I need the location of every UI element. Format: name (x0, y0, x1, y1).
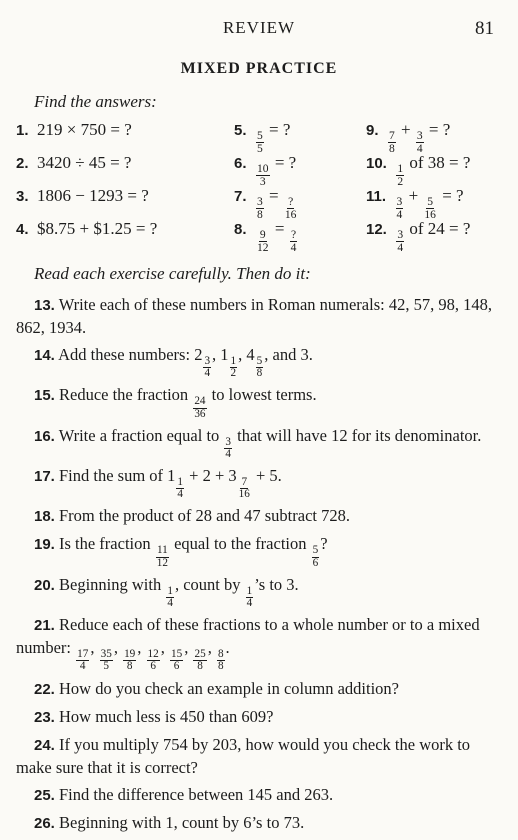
text-run: + (396, 120, 415, 139)
fraction-denominator: 16 (284, 207, 297, 221)
problem-number: 13. (34, 297, 55, 314)
mixed-whole: 2 (194, 345, 203, 364)
problem-item (16, 465, 506, 500)
text-run: equal to the fraction (169, 534, 311, 554)
text-run: ’s to 3. (254, 574, 299, 594)
exercise-expression: $8.75 + $1.25 = ? (37, 219, 158, 238)
exercise-number: 11. (366, 188, 387, 205)
text-run: that will have 12 for its denominator. (233, 425, 482, 445)
text-run: Beginning with (58, 574, 166, 594)
fraction-numerator: 3 (396, 195, 403, 209)
text-run: ? (320, 534, 328, 554)
text-run: = ? (270, 153, 297, 172)
problem-item (16, 344, 506, 379)
fraction (246, 586, 254, 609)
text-run: Find the sum of (58, 466, 168, 486)
text-run: , (238, 345, 247, 364)
fraction-numerator: ? (290, 228, 297, 242)
fraction-numerator: 7 (241, 476, 248, 488)
text-run: , (113, 638, 123, 658)
problem-number: 21. (34, 617, 55, 635)
section-title: MIXED PRACTICE (180, 60, 338, 77)
mixed-number (228, 466, 251, 501)
text-run: Is the fraction (58, 534, 155, 554)
fraction-denominator: 4 (397, 240, 404, 254)
fraction-denominator: 4 (246, 596, 253, 609)
fraction (230, 356, 238, 379)
mixed-number (167, 466, 185, 501)
problem-number: 15. (34, 387, 55, 405)
problem-number: 24. (34, 736, 55, 754)
text-run: Write each of these numbers in Roman numerals: 42, 57, 98, 148, 862, 1934. (16, 295, 492, 337)
exercise-row (16, 219, 506, 252)
mixed-whole: 1 (220, 345, 229, 364)
exercise-item (234, 120, 290, 154)
fraction-denominator: 8 (197, 660, 203, 673)
exercise-number: 2. (16, 155, 29, 172)
fraction-numerator: 3 (397, 228, 404, 242)
text-run: = ? (424, 120, 451, 139)
fraction-numerator: 3 (225, 435, 232, 448)
exercise-item (366, 120, 450, 154)
fraction-numerator: 3 (416, 129, 423, 143)
fraction-denominator: 5 (103, 660, 109, 673)
text-run: Beginning with 1, count by 6’s to 73. (58, 812, 305, 832)
problem-item (16, 425, 506, 460)
problem-number: 26. (34, 814, 55, 832)
text-run: Find the difference between 145 and 263. (58, 784, 334, 804)
fraction-denominator: 6 (150, 660, 156, 673)
fraction-denominator: 4 (204, 367, 211, 380)
fraction-numerator: 8 (217, 648, 224, 661)
exercise-number: 8. (234, 221, 247, 238)
fraction (100, 649, 113, 672)
fraction-numerator: 1 (397, 162, 404, 176)
exercise-number: 12. (366, 221, 387, 238)
text-run: + 2 + (185, 466, 229, 486)
problem-item (16, 384, 506, 419)
exercise-row (16, 153, 506, 186)
mixed-number (246, 345, 264, 380)
fraction-numerator: 3 (257, 195, 263, 209)
exercise-item (366, 186, 464, 220)
fraction-denominator: 4 (167, 596, 173, 609)
text-run: to lowest terms. (207, 385, 317, 405)
problem-number: 23. (34, 708, 55, 726)
text-run: . (225, 638, 230, 658)
text-run: , (212, 345, 221, 364)
fraction (416, 130, 424, 154)
fraction (388, 130, 396, 154)
text-run: Reduce each of these fractions to a whole number or to a mixed number: (16, 615, 480, 658)
problem-list (16, 294, 506, 840)
fraction-numerator: 5 (312, 544, 319, 557)
fraction-denominator: 8 (217, 660, 224, 673)
problem-item (16, 784, 506, 807)
mixed-number (194, 345, 212, 380)
fraction-denominator: 4 (416, 141, 423, 155)
exercise-item (234, 153, 296, 187)
exercise-number: 9. (366, 122, 379, 139)
page-number: 81 (475, 18, 494, 39)
fraction (156, 545, 169, 568)
text-run: , (90, 638, 99, 658)
fraction (284, 196, 298, 220)
mixed-whole: 4 (246, 345, 255, 364)
problem-item (16, 678, 506, 701)
exercise-item (16, 153, 131, 173)
text-run: = (264, 186, 283, 205)
problem-number: 20. (34, 576, 55, 594)
mixed-whole: 1 (167, 466, 176, 486)
fraction-denominator: 6 (312, 556, 319, 569)
fraction (396, 163, 404, 187)
fraction (256, 196, 264, 220)
problem-number: 18. (34, 508, 55, 526)
text-run: , (160, 638, 169, 658)
fraction (312, 545, 320, 568)
fraction-denominator: 2 (397, 174, 404, 188)
fraction-numerator: 3 (204, 354, 211, 367)
fraction-denominator: 2 (230, 367, 237, 380)
exercise-row (16, 186, 506, 219)
exercise-number: 3. (16, 188, 29, 205)
exercise-expression: 219 × 750 = ? (37, 120, 132, 139)
fraction (256, 229, 270, 253)
fraction-numerator: 10 (257, 162, 269, 176)
fraction-denominator: 4 (79, 660, 86, 673)
text-run: , count by (174, 574, 245, 594)
fraction-denominator: 8 (126, 660, 133, 673)
text-run: , (137, 638, 146, 658)
exercise-item (366, 219, 470, 253)
fraction-denominator: 16 (238, 488, 250, 501)
problem-number: 16. (34, 427, 55, 445)
text-run: + (404, 186, 423, 205)
text-run: , (184, 638, 193, 658)
instruction-read-exercise: Read each exercise carefully. Then do it: (34, 264, 311, 283)
problem-item (16, 533, 506, 568)
fraction-denominator: 4 (396, 207, 403, 221)
fraction (256, 163, 270, 187)
fraction-numerator: 5 (257, 129, 263, 143)
text-run: , and 3. (264, 345, 313, 364)
fraction-numerator: 19 (124, 648, 136, 661)
fraction-denominator: 3 (259, 174, 266, 188)
fraction-numerator: 11 (156, 544, 168, 557)
problem-number: 22. (34, 680, 55, 698)
fraction (224, 437, 232, 460)
fraction (396, 196, 404, 220)
exercise-item (16, 120, 132, 140)
fraction-numerator: 1 (230, 354, 237, 367)
problem-number: 19. (34, 536, 55, 554)
fraction-numerator: 5 (427, 195, 434, 209)
text-run: If you multiply 754 by 203, how would you check the work to make sure that it is correct? (16, 734, 471, 777)
fraction-denominator: 4 (290, 240, 297, 254)
text-run: How much less is 450 than 609? (58, 706, 274, 726)
text-run: = ? (437, 186, 464, 205)
fraction-denominator: 36 (194, 407, 206, 420)
instruction-find-answers: Find the answers: (34, 92, 157, 111)
fraction-denominator: 8 (256, 367, 263, 380)
fraction (193, 396, 206, 419)
text-run: Reduce the fraction (58, 385, 193, 405)
problem-number: 17. (34, 468, 55, 486)
text-run: of 24 = ? (405, 219, 471, 238)
exercise-expression: 3420 ÷ 45 = ? (37, 153, 132, 172)
text-run: = ? (264, 120, 291, 139)
fraction-numerator: 5 (256, 354, 263, 367)
fraction-numerator: 1 (177, 476, 184, 488)
fraction-denominator: 4 (225, 447, 232, 460)
mixed-whole: 3 (228, 466, 237, 486)
fraction-numerator: 25 (194, 648, 206, 661)
problem-item (16, 294, 506, 339)
fraction-numerator: 15 (171, 648, 183, 661)
text-run: How do you check an example in column addition? (58, 678, 399, 698)
text-run: of 38 = ? (405, 153, 471, 172)
fraction-denominator: 8 (389, 141, 395, 155)
exercise-item (234, 219, 298, 253)
fraction (193, 649, 206, 672)
fraction-denominator: 12 (257, 240, 269, 254)
problem-number: 14. (34, 347, 55, 364)
text-run: Add these numbers: (58, 345, 195, 364)
fraction (203, 356, 211, 379)
fraction (123, 649, 136, 672)
fraction-denominator: 4 (177, 488, 184, 501)
text-run: Write a fraction equal to (58, 425, 224, 445)
problem-item (16, 706, 506, 729)
fraction (166, 586, 174, 609)
text-run: = (270, 219, 289, 238)
problem-number: 25. (34, 786, 55, 804)
text-run: From the product of 28 and 47 subtract 728. (58, 506, 350, 526)
problem-item (16, 734, 506, 779)
fraction (170, 649, 183, 672)
fraction (217, 649, 225, 672)
exercise-expression: 1806 − 1293 = ? (37, 186, 149, 205)
fraction-numerator: 17 (77, 648, 89, 661)
exercise-item (366, 153, 470, 187)
text-run: , (207, 638, 216, 658)
exercise-item (16, 219, 157, 239)
problem-item (16, 812, 506, 835)
fraction (76, 649, 89, 672)
fraction (147, 649, 160, 672)
fraction (256, 130, 264, 154)
fraction (423, 196, 437, 220)
text-run: + 5. (251, 466, 282, 486)
exercise-number: 10. (366, 155, 387, 172)
fraction-numerator: 35 (100, 648, 112, 661)
mixed-number (220, 345, 238, 380)
exercise-number: 1. (16, 122, 29, 139)
fraction (290, 229, 298, 253)
fraction-numerator: 12 (147, 648, 159, 661)
fraction (396, 229, 404, 253)
exercise-number: 7. (234, 188, 247, 205)
fraction (176, 477, 184, 500)
fraction-numerator: 1 (167, 584, 173, 597)
fraction-denominator: 8 (257, 207, 263, 221)
fraction-denominator: 6 (173, 660, 180, 673)
problem-item (16, 614, 506, 672)
fraction-denominator: 5 (257, 141, 263, 155)
exercise-item (234, 186, 298, 220)
exercise-item (16, 186, 149, 206)
problem-item (16, 505, 506, 528)
exercise-number: 6. (234, 155, 247, 172)
fraction (238, 477, 251, 500)
exercise-row (16, 120, 506, 153)
fraction-numerator: 7 (389, 129, 395, 143)
running-title: REVIEW (222, 18, 296, 37)
exercise-number: 4. (16, 221, 29, 238)
fraction-numerator: 9 (259, 228, 266, 242)
fraction-denominator: 12 (156, 556, 168, 569)
fraction (256, 356, 264, 379)
page-header (0, 18, 518, 42)
exercise-number: 5. (234, 122, 247, 139)
fraction-numerator: ? (288, 195, 294, 209)
fraction-denominator: 16 (424, 207, 436, 221)
fraction-numerator: 24 (194, 395, 206, 408)
exercise-grid (16, 120, 506, 252)
problem-item (16, 574, 506, 609)
fraction-numerator: 1 (246, 584, 253, 597)
